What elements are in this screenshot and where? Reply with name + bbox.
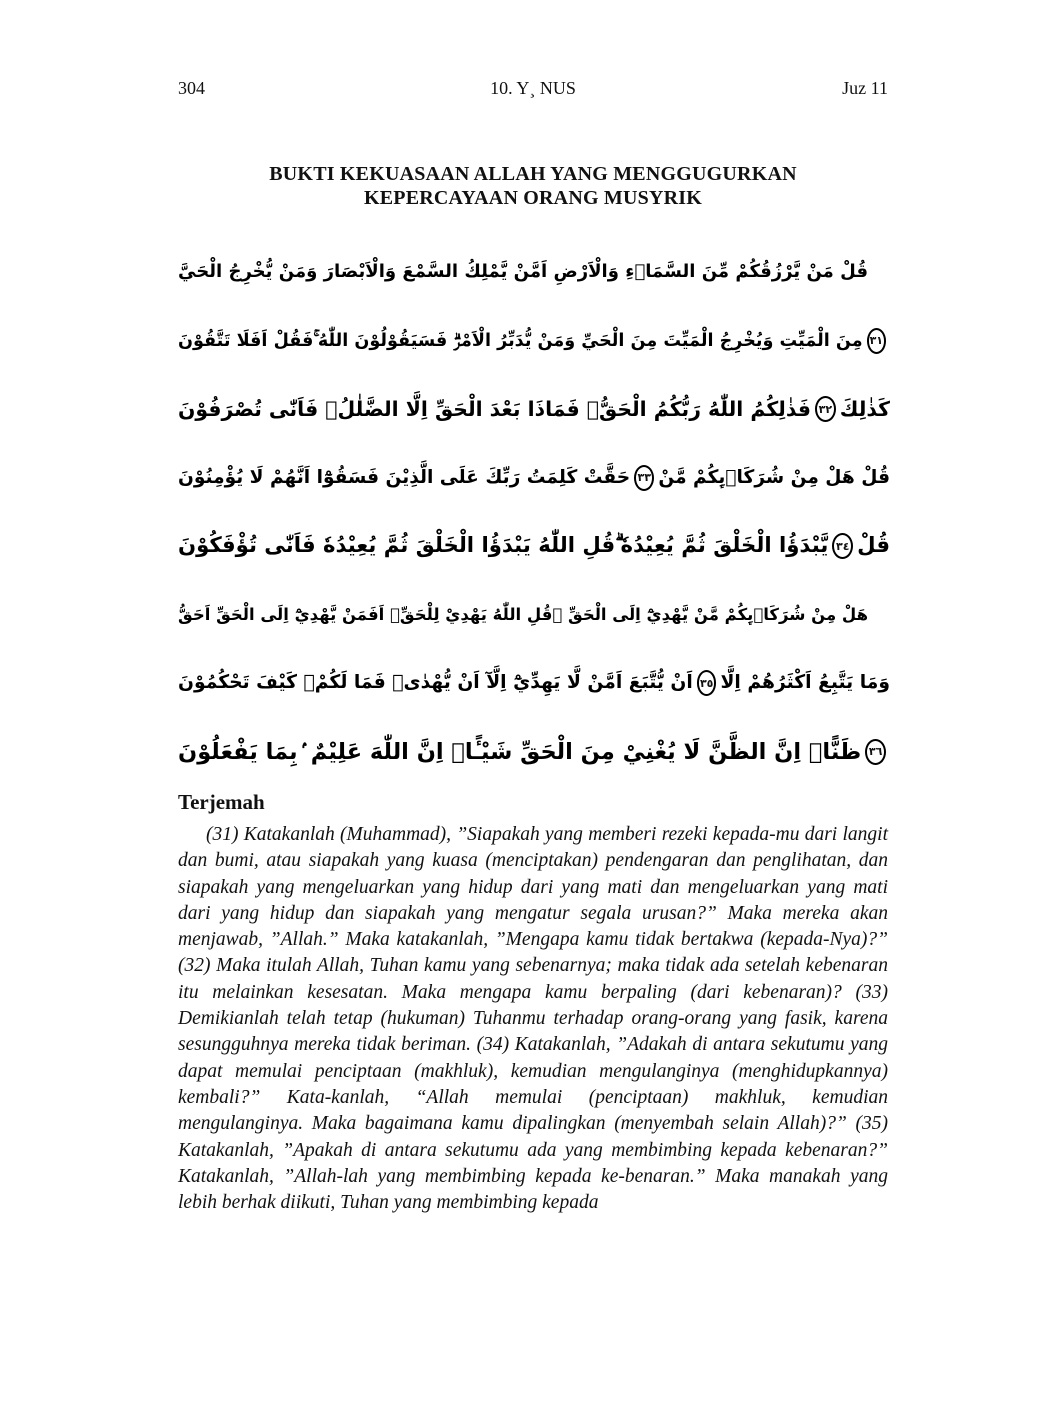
translation-body [178, 822, 888, 1216]
ayah-marker: ٣٦ [865, 739, 886, 765]
section-title [178, 162, 888, 210]
translation-paragraph: (31) Katakanlah (Muhammad), ”Siapakah yang memberi rezeki kepada-mu dari langit dan bumi, atau siapakah yang kuasa (menciptakan) pendengaran dan penglihatan, dan siapakah yang mengeluarkan yang hidup dari yang mati dan mengeluarkan yang mati dari yang hidup dan siapakah yang mengatur segala urusan?” Maka mereka akan menjawab, ”Allah.” Maka katakanlah, ”Mengapa kamu tidak bertakwa (kepada-Nya)?” (32) Maka itulah Allah, Tuhan kamu yang sebenarnya; maka tidak ada setelah kebenaran itu melainkan kesesatan. Maka mengapa kamu berpaling (dari kebenaran)? (33) Demikianlah telah tetap (hukuman) Tuhanmu terhadap orang-orang yang fasik, karena sesungguhnya mereka tidak beriman. (34) Katakanlah, ”Adakah di antara sekutumu yang dapat memulai penciptaan (makhluk), kemudian mengulanginya (menghidupkannya) kembali?” Kata-kanlah, “Allah memulai (penciptaan) makhluk, kemudian mengulanginya. Maka bagaimana kamu dipalingkan (menyembah selain Allah)?” (35) Katakanlah, ”Apakah di antara sekutumu ada yang membimbing kepada kebenaran?” Katakanlah, ”Allah-lah yang membimbing kepada ke-benaran.” Maka manakah yang lebih berhak diikuti, Tuhan yang membimbing kepada [178, 824, 888, 1214]
page-number: 304 [178, 78, 205, 98]
running-header [178, 78, 888, 102]
ayah-marker: ٣٥ [697, 670, 717, 696]
arabic-line [178, 718, 890, 787]
arabic-text: وَمَا يَتَّبِعُ اَكْثَرُهُمْ اِلَّا [720, 672, 890, 694]
arabic-text: فَذٰلِكُمُ اللّٰهُ رَبُّكُمُ الْحَقُّۚ فَمَاذَا بَعْدَ الْحَقِّ اِلَّا الضَّلٰلُۖ فَاَنّٰى تُصْرَفُوْنَ [178, 397, 811, 422]
arabic-line [178, 307, 890, 376]
ayah-marker: ٣١ [867, 328, 886, 354]
arabic-verses [178, 238, 890, 786]
arabic-line [178, 581, 890, 650]
arabic-text: مِنَ الْمَيِّتِ وَيُخْرِجُ الْمَيِّتَ مِنَ الْحَيِّ وَمَنْ يُّدَبِّرُ الْاَمْرَۗ فَسَيَقُوْلُوْنَ اللّٰهُ ۚفَقُلْ اَفَلَا تَتَّقُوْنَ [178, 330, 863, 351]
chapter-title: 10. Y¸ NUS [490, 78, 576, 98]
arabic-line [178, 444, 890, 513]
arabic-text: اَنْ يُّتَّبَعَ اَمَّنْ لَّا يَهِدِّيْٓ اِلَّآ اَنْ يُّهْدٰىۚ فَمَا لَكُمْۗ كَيْفَ تَحْكُمُوْنَ [178, 672, 693, 694]
ayah-marker: ٣٢ [815, 396, 836, 422]
arabic-line [178, 512, 890, 581]
arabic-text: قُلْ [857, 533, 890, 559]
arabic-text: هَلْ مِنْ شُرَكَاۤىِٕكُمْ مَّنْ يَّهْدِيْٓ اِلَى الْحَقِّ ۗقُلِ اللّٰهُ يَهْدِيْ لِلْحَقِّۗ اَفَمَنْ يَّهْدِيْٓ اِلَى الْحَقِّ اَحَقُّ [178, 604, 869, 624]
ayah-marker: ٣٣ [634, 465, 654, 491]
arabic-text: قُلْ مَنْ يَّرْزُقُكُمْ مِّنَ السَّمَاۤءِ وَالْاَرْضِ اَمَّنْ يَّمْلِكُ السَّمْعَ وَالْاَبْصَارَ وَمَنْ يُّخْرِجُ الْحَيَّ [178, 261, 869, 283]
ayah-marker: ٣٤ [832, 533, 853, 559]
translation-heading: Terjemah [178, 790, 265, 814]
arabic-text: حَقَّتْ كَلِمَتُ رَبِّكَ عَلَى الَّذِيْنَ فَسَقُوْٓا اَنَّهُمْ لَا يُؤْمِنُوْنَ [178, 466, 631, 488]
arabic-text: ظَنًّاۗ اِنَّ الظَّنَّ لَا يُغْنِيْ مِنَ الْحَقِّ شَيْـًٔاۗ اِنَّ اللّٰهَ عَلِيْمٌ ۢبِمَا يَفْعَلُوْنَ [178, 738, 862, 765]
arabic-line [178, 238, 890, 307]
title-line: BUKTI KEKUASAAN ALLAH YANG MENGGUGURKAN [269, 163, 797, 185]
arabic-line [178, 649, 890, 718]
arabic-text: يَّبْدَؤُا الْخَلْقَ ثُمَّ يُعِيْدُهٗ ۗقُلِ اللّٰهُ يَبْدَؤُا الْخَلْقَ ثُمَّ يُعِيْدُهٗ فَاَنّٰى تُؤْفَكُوْنَ [178, 533, 829, 559]
title-line: KEPERCAYAAN ORANG MUSYRIK [364, 187, 702, 209]
juz-label: Juz 11 [842, 78, 888, 98]
arabic-text: قُلْ هَلْ مِنْ شُرَكَاۤىِٕكُمْ مَّنْ [658, 466, 890, 488]
arabic-text: كَذٰلِكَ [839, 397, 890, 422]
arabic-line [178, 375, 890, 444]
